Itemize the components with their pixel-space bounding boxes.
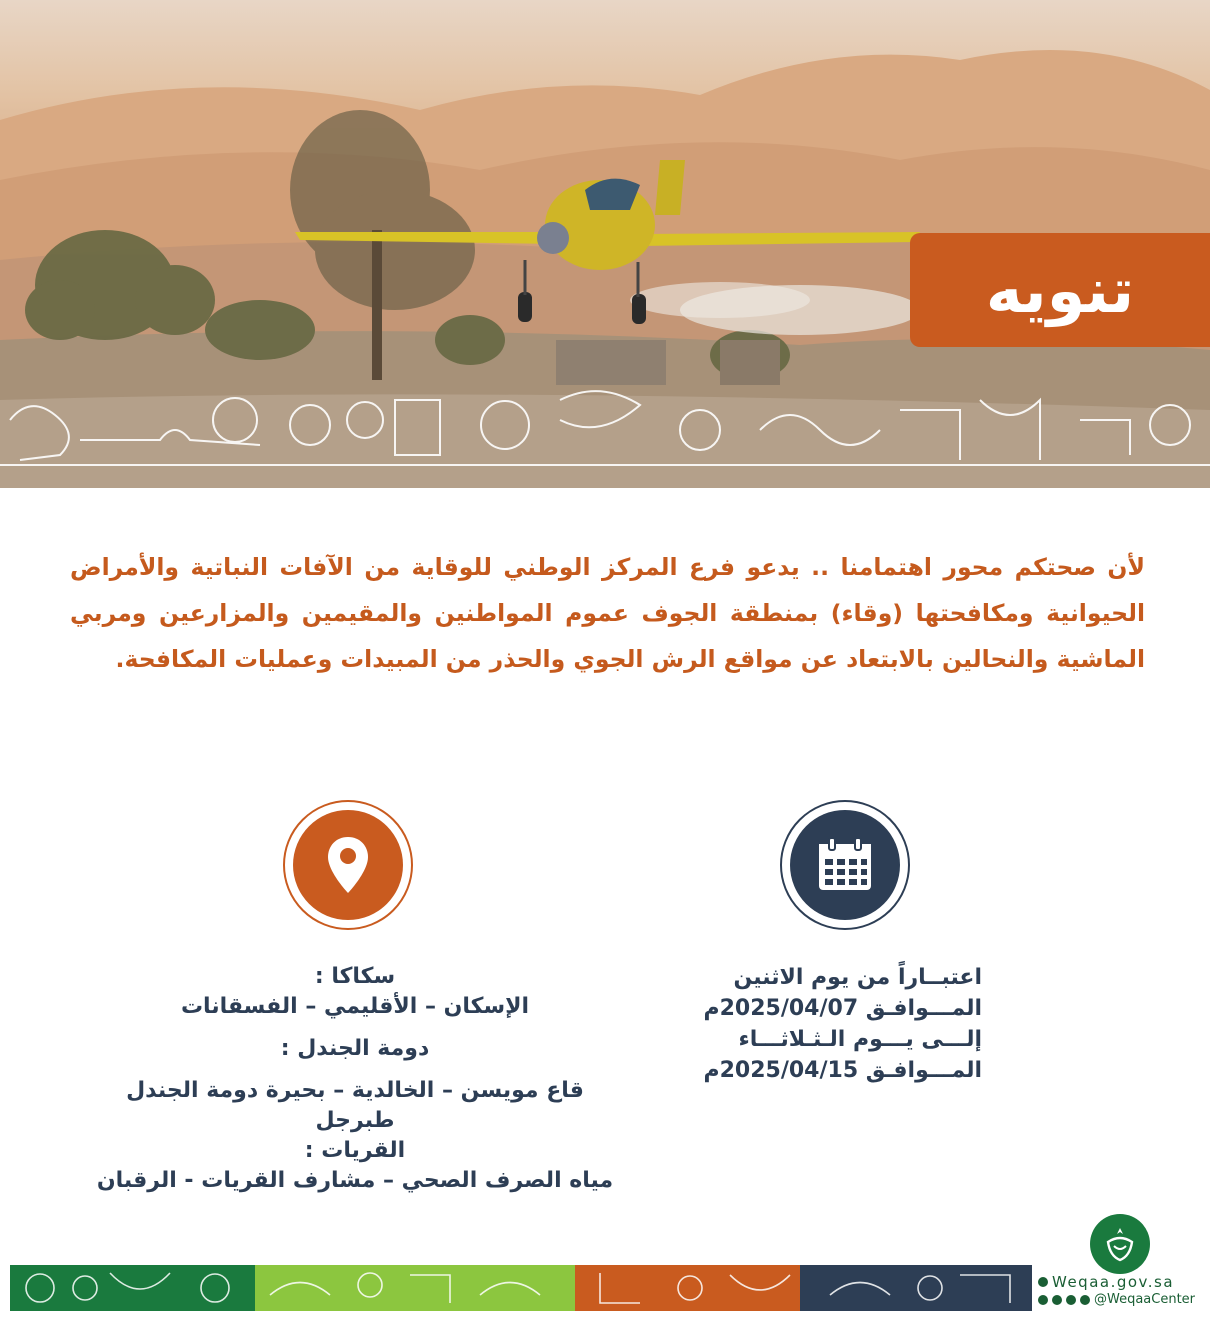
skaka-places: الإسكان – الأقليمي – الفسقانات (180, 994, 530, 1019)
handle-text: @WeqaaCenter (1094, 1292, 1196, 1307)
calendar-badge (780, 800, 910, 930)
date-range (690, 962, 982, 1086)
dumat-heading: دومة الجندل : (280, 1036, 430, 1061)
website-text: Weqaa.gov.sa (1052, 1273, 1175, 1291)
footer-line-art (10, 1265, 1032, 1311)
weqaa-logo (1090, 1214, 1150, 1274)
intro-paragraph: لأن صحتكم محور اهتمامنا .. يدعو فرع المركز الوطني للوقاية من الآفات النباتية والأمراض الحيوانية ومكافحتها (وقاء) بمنطقة الجوف عموم المواطنين والمقيمين والمزارعين ومربي الماشية والنحالين بالابتعاد عن مواقع الرش الجوي والحذر من المبيدات وعمليات المكافحة. (70, 553, 1145, 673)
notice-banner (910, 233, 1210, 347)
website-link[interactable] (1038, 1273, 1206, 1291)
footer-pattern-strip (10, 1265, 1032, 1311)
date-line-4: المـــوافـق 2025/04/15م (703, 1058, 982, 1083)
instagram-icon (1066, 1295, 1076, 1305)
notice-title: تنويه (985, 253, 1135, 327)
qurayyat-heading: القريات : (304, 1138, 406, 1163)
date-line-1: اعتبــاراً من يوم الاثنين (733, 965, 982, 990)
skaka-heading: سكاكا : (314, 964, 396, 989)
qurayyat-places: مياه الصرف الصحي – مشارف القريات - الرقبان (96, 1168, 614, 1193)
map-pin-icon (326, 835, 370, 895)
globe-icon (1038, 1277, 1048, 1287)
social-handle[interactable] (1038, 1292, 1206, 1307)
tabarjal: طبرجل (315, 1108, 395, 1133)
linkedin-icon (1080, 1295, 1090, 1305)
snapchat-icon (1052, 1295, 1062, 1305)
locations-list (40, 962, 670, 1196)
calendar-icon (817, 838, 873, 892)
date-line-3: إلـــى يـــوم الـثـلاثـــاء (738, 1027, 982, 1052)
location-badge (283, 800, 413, 930)
hero-image (0, 0, 1210, 488)
x-icon (1038, 1295, 1048, 1305)
date-line-2: المـــوافـق 2025/04/07م (703, 996, 982, 1021)
dumat-places: قاع مويسن – الخالدية – بحيرة دومة الجندل (126, 1078, 584, 1103)
